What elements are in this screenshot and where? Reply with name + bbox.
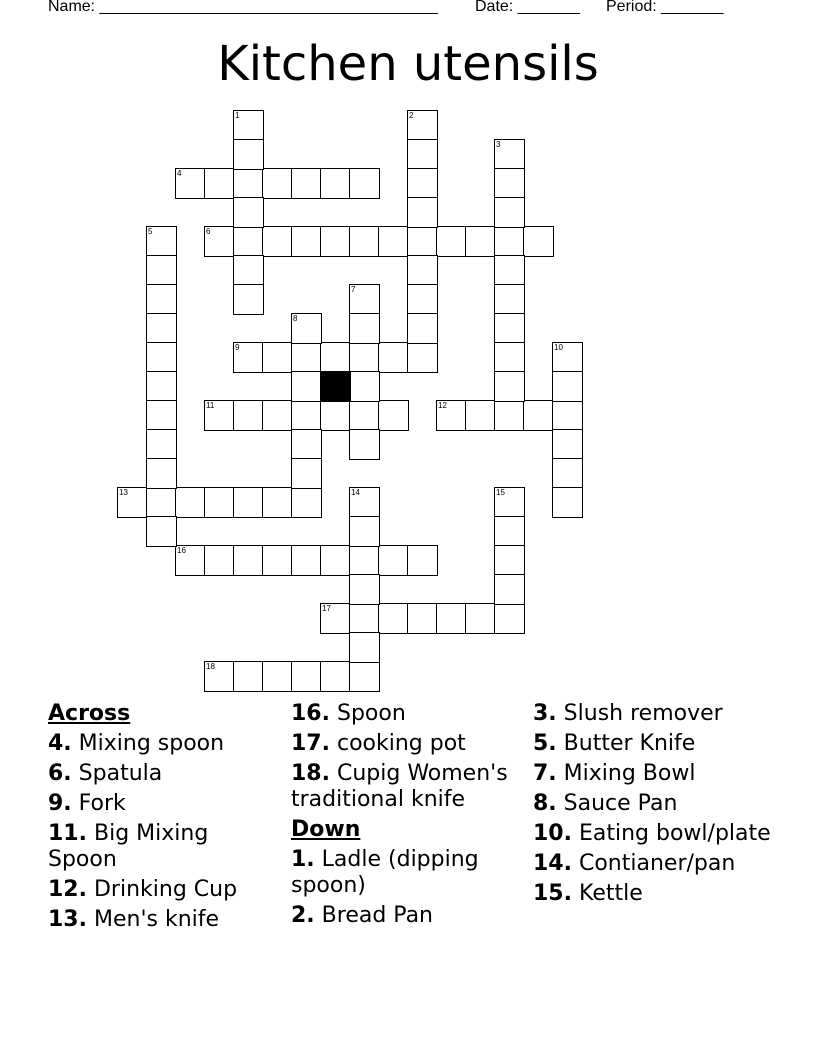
- grid-cell[interactable]: [262, 661, 293, 692]
- grid-cell[interactable]: [552, 371, 583, 402]
- clue-number: 16: [177, 546, 186, 555]
- grid-cell[interactable]: [146, 400, 177, 431]
- grid-cell[interactable]: [349, 371, 380, 402]
- grid-cell[interactable]: [291, 226, 322, 257]
- grid-cell[interactable]: [349, 313, 380, 344]
- grid-cell[interactable]: [146, 313, 177, 344]
- grid-cell[interactable]: [204, 545, 235, 576]
- grid-cell[interactable]: [378, 545, 409, 576]
- grid-cell[interactable]: [349, 168, 380, 199]
- clue-down-14: 14. Contianer/pan: [533, 851, 736, 876]
- grid-cell[interactable]: [494, 603, 525, 634]
- grid-cell[interactable]: [175, 487, 206, 518]
- grid-cell[interactable]: [262, 342, 293, 373]
- grid-cell[interactable]: [146, 342, 177, 373]
- grid-cell[interactable]: [378, 342, 409, 373]
- clue-across-6: 6. Spatula: [48, 761, 163, 786]
- grid-cell[interactable]: [378, 603, 409, 634]
- grid-cell[interactable]: [320, 661, 351, 692]
- grid-cell[interactable]: [291, 342, 322, 373]
- clue-down-7: 7. Mixing Bowl: [533, 761, 696, 786]
- grid-cell[interactable]: [407, 342, 438, 373]
- grid-cell[interactable]: [349, 400, 380, 431]
- clue-across-12: 12. Drinking Cup: [48, 877, 238, 902]
- grid-cell[interactable]: [494, 545, 525, 576]
- clue-column-1: [48, 701, 280, 937]
- clue-number: 7: [351, 285, 356, 294]
- grid-cell[interactable]: [407, 197, 438, 228]
- grid-cell[interactable]: [523, 400, 554, 431]
- grid-cell[interactable]: [494, 255, 525, 286]
- grid-cell[interactable]: [378, 400, 409, 431]
- grid-cell[interactable]: [320, 168, 351, 199]
- clue-number: 3: [496, 140, 501, 149]
- clue-down-10: 10. Eating bowl/plate: [533, 821, 771, 846]
- grid-cell[interactable]: [291, 429, 322, 460]
- clue-down-1: 1. Ladle (dipping spoon): [291, 847, 479, 898]
- clue-number: 11: [206, 401, 215, 410]
- grid-cell[interactable]: [349, 661, 380, 692]
- clue-across-4: 4. Mixing spoon: [48, 731, 225, 756]
- grid-cell[interactable]: [349, 603, 380, 634]
- clue-number: 14: [351, 488, 360, 497]
- grid-cell[interactable]: [407, 545, 438, 576]
- clue-across-11: 11. Big Mixing Spoon: [48, 821, 209, 872]
- clue-number: 12: [438, 401, 447, 410]
- grid-cell[interactable]: [146, 487, 177, 518]
- clue-number: 4: [177, 169, 182, 178]
- grid-cell[interactable]: [233, 545, 264, 576]
- clue-number: 1: [235, 111, 240, 120]
- clue-column-2: [291, 701, 523, 933]
- clue-number: 9: [235, 343, 240, 352]
- grid-cell[interactable]: [320, 342, 351, 373]
- clue-number: 17: [322, 604, 331, 613]
- grid-cell[interactable]: [349, 545, 380, 576]
- clue-down-8: 8. Sauce Pan: [533, 791, 678, 816]
- grid-cell[interactable]: [262, 400, 293, 431]
- clue-number: 8: [293, 314, 298, 323]
- grid-cell[interactable]: [233, 284, 264, 315]
- clue-number: 5: [148, 227, 153, 236]
- grid-cell[interactable]: [436, 226, 467, 257]
- clue-number: 6: [206, 227, 211, 236]
- grid-cell[interactable]: [378, 226, 409, 257]
- grid-cell[interactable]: [146, 255, 177, 286]
- grid-cell[interactable]: [407, 284, 438, 315]
- grid-cell[interactable]: [262, 487, 293, 518]
- grid-cell[interactable]: [349, 429, 380, 460]
- grid-cell[interactable]: [494, 313, 525, 344]
- grid-cell[interactable]: [349, 516, 380, 547]
- grid-cell[interactable]: [291, 458, 322, 489]
- grid-cell[interactable]: [494, 197, 525, 228]
- grid-cell[interactable]: [494, 226, 525, 257]
- grid-cell[interactable]: [291, 661, 322, 692]
- grid-cell[interactable]: [233, 487, 264, 518]
- grid-cell[interactable]: [233, 139, 264, 170]
- grid-cell[interactable]: [407, 313, 438, 344]
- grid-cell[interactable]: [494, 574, 525, 605]
- clue-across-18: 18. Cupig Women's traditional knife: [291, 761, 508, 812]
- grid-cell[interactable]: [465, 400, 496, 431]
- clue-number: 13: [119, 488, 128, 497]
- grid-cell[interactable]: [291, 487, 322, 518]
- grid-cell[interactable]: [407, 255, 438, 286]
- grid-cell[interactable]: [262, 168, 293, 199]
- grid-cell[interactable]: [291, 371, 322, 402]
- clue-across-13: 13. Men's knife: [48, 907, 220, 932]
- grid-cell[interactable]: [233, 400, 264, 431]
- name-field[interactable]: Name: ______________________________________: [48, 0, 438, 15]
- grid-cell[interactable]: [320, 400, 351, 431]
- clue-down-15: 15. Kettle: [533, 881, 643, 906]
- clue-down-2: 2. Bread Pan: [291, 903, 434, 928]
- grid-cell[interactable]: [523, 226, 554, 257]
- grid-cell[interactable]: [146, 371, 177, 402]
- grid-cell[interactable]: [146, 458, 177, 489]
- grid-cell[interactable]: [146, 429, 177, 460]
- grid-cell[interactable]: [494, 371, 525, 402]
- grid-cell[interactable]: [494, 400, 525, 431]
- grid-cell[interactable]: [291, 400, 322, 431]
- grid-cell[interactable]: [349, 632, 380, 663]
- grid-cell[interactable]: [262, 545, 293, 576]
- grid-cell[interactable]: [233, 197, 264, 228]
- grid-cell[interactable]: [262, 226, 293, 257]
- grid-cell[interactable]: [407, 139, 438, 170]
- grid-cell[interactable]: [552, 487, 583, 518]
- grid-cell[interactable]: [407, 226, 438, 257]
- grid-cell[interactable]: [233, 226, 264, 257]
- grid-cell[interactable]: [552, 429, 583, 460]
- grid-cell[interactable]: [494, 516, 525, 547]
- blocked-cell: [320, 371, 351, 402]
- grid-cell[interactable]: [291, 545, 322, 576]
- clue-across-9: 9. Fork: [48, 791, 126, 816]
- grid-cell[interactable]: [233, 168, 264, 199]
- period-field[interactable]: Period: _______: [606, 0, 724, 15]
- grid-cell[interactable]: [494, 284, 525, 315]
- grid-cell[interactable]: [349, 342, 380, 373]
- grid-cell[interactable]: [204, 487, 235, 518]
- grid-cell[interactable]: [552, 400, 583, 431]
- page-title: Kitchen utensils: [217, 36, 599, 92]
- clue-across-16: 16. Spoon: [291, 701, 406, 726]
- grid-cell[interactable]: [465, 603, 496, 634]
- grid-cell[interactable]: [552, 458, 583, 489]
- grid-cell[interactable]: [494, 342, 525, 373]
- grid-cell[interactable]: [320, 545, 351, 576]
- clue-number: 15: [496, 488, 505, 497]
- grid-cell[interactable]: [494, 168, 525, 199]
- grid-cell[interactable]: [204, 168, 235, 199]
- grid-cell[interactable]: [291, 168, 322, 199]
- grid-cell[interactable]: [436, 603, 467, 634]
- grid-cell[interactable]: [146, 284, 177, 315]
- across-heading: Across: [48, 701, 131, 726]
- clue-across-17: 17. cooking pot: [291, 731, 466, 756]
- grid-cell[interactable]: [233, 661, 264, 692]
- clue-number: 18: [206, 662, 215, 671]
- grid-cell[interactable]: [407, 168, 438, 199]
- grid-cell[interactable]: [233, 255, 264, 286]
- clue-number: 2: [409, 111, 414, 120]
- grid-cell[interactable]: [465, 226, 496, 257]
- clue-down-5: 5. Butter Knife: [533, 731, 696, 756]
- clue-column-3: [533, 701, 783, 911]
- grid-cell[interactable]: [407, 603, 438, 634]
- clue-down-3: 3. Slush remover: [533, 701, 723, 726]
- grid-cell[interactable]: [320, 226, 351, 257]
- grid-cell[interactable]: [146, 516, 177, 547]
- date-field[interactable]: Date: _______: [475, 0, 580, 15]
- grid-cell[interactable]: [349, 226, 380, 257]
- down-heading: Down: [291, 817, 361, 842]
- clue-number: 10: [554, 343, 563, 352]
- grid-cell[interactable]: [349, 574, 380, 605]
